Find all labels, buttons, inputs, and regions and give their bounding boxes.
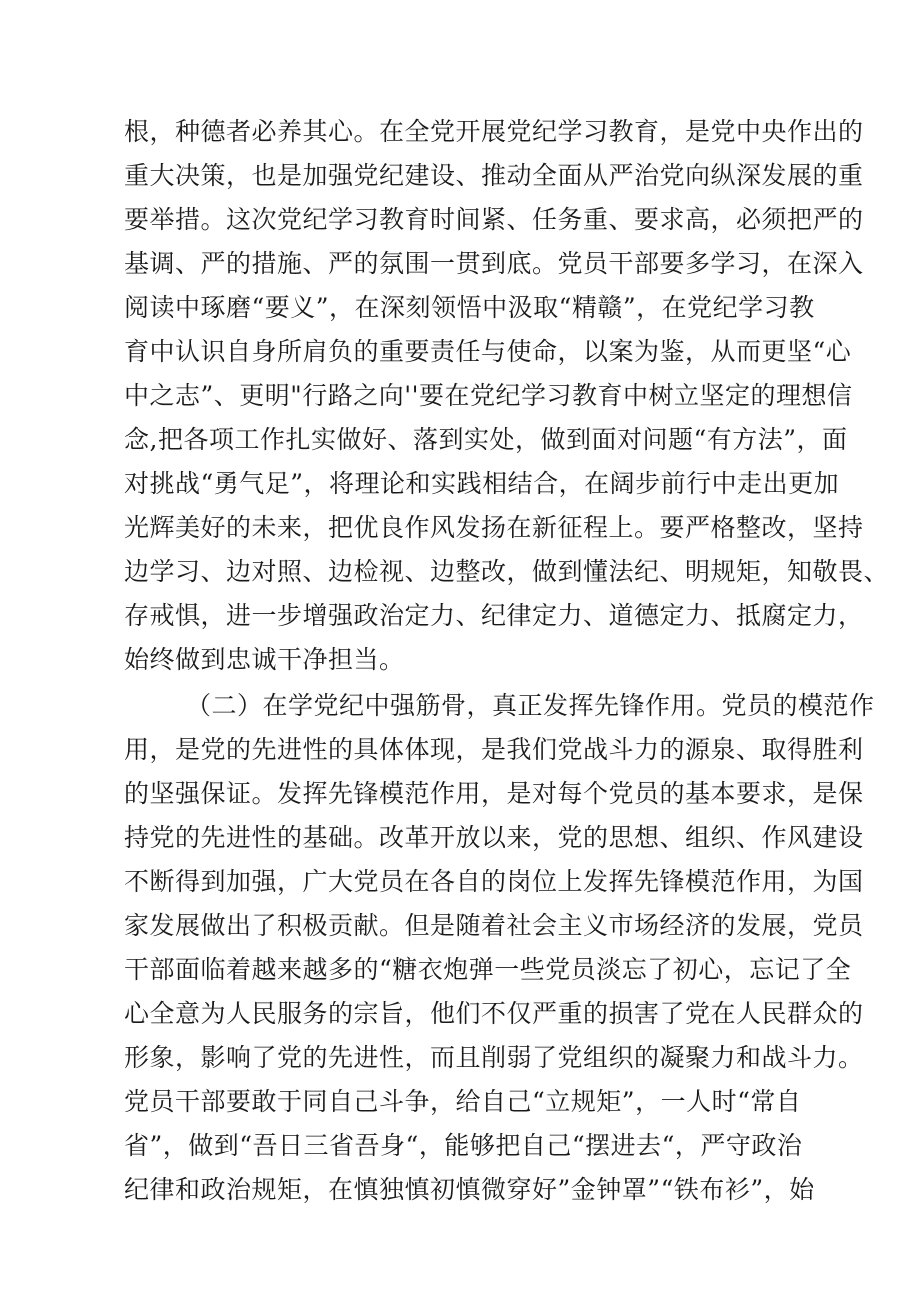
- text-line: 家发展做出了积极贡献。但是随着社会主义市场经济的发展，党员: [124, 911, 864, 940]
- text-line: 要举措。这次党纪学习教育时间紧、任务重、要求高，必须把严的: [124, 205, 864, 234]
- text-line: 始终做到忠诚干净担当。: [124, 645, 405, 674]
- section-heading-line: （二）在学党纪中强筋骨，真正发挥先锋作用。党员的模范作: [186, 691, 875, 720]
- text-line: 用，是党的先进性的具体体现，是我们党战斗力的源泉、取得胜利: [124, 735, 864, 764]
- text-line: 基调、严的措施、严的氛围一贯到底。党员干部要多学习，在深入: [124, 249, 864, 278]
- text-line: 边学习、边对照、边检视、边整改，做到懂法纪、明规矩，知敬畏、: [124, 557, 890, 586]
- text-line: 省”，做到“吾日三省吾身“，能够把自己“摆进去“，严守政治: [124, 1131, 803, 1160]
- text-line: 不断得到加强，广大党员在各自的岗位上发挥先锋模范作用，为国: [124, 867, 864, 896]
- text-line: 根，种德者必养其心。在全党开展党纪学习教育，是党中央作出的: [124, 117, 864, 146]
- text-line: 存戒惧，进一步增强政治定力、纪律定力、道德定力、抵腐定力，: [124, 601, 864, 630]
- text-line: 念,把各项工作扎实做好、落到实处，做到面对问题“有方法”，面: [124, 425, 848, 454]
- text-line: 党员干部要敢于同自己斗争，给自己“立规矩”，一人时“常自: [124, 1087, 802, 1116]
- text-line: 中之志”、更明"行路之向''要在党纪学习教育中树立坚定的理想信: [124, 381, 853, 410]
- text-line: 形象，影响了党的先进性，而且削弱了党组织的凝聚力和战斗力。: [124, 1043, 864, 1072]
- text-line: 纪律和政治规矩，在慎独慎初慎微穿好”金钟罩”“铁布衫”，始: [124, 1175, 815, 1204]
- text-line: 光辉美好的未来，把优良作风发扬在新征程上。要严格整改，坚持: [124, 513, 864, 542]
- text-line: 对挑战“勇气足”，将理论和实践相结合，在阔步前行中走出更加: [124, 469, 840, 498]
- text-line: 心全意为人民服务的宗旨，他们不仅严重的损害了党在人民群众的: [124, 999, 864, 1028]
- text-line: 的坚强保证。发挥先锋模范作用，是对每个党员的基本要求，是保: [124, 779, 864, 808]
- text-line: 阅读中琢磨“要义”，在深刻领悟中汲取“精赣”，在党纪学习教: [124, 293, 815, 322]
- text-line: 育中认识自身所肩负的重要责任与使命，以案为鉴，从而更坚“心: [124, 337, 852, 366]
- text-line: 干部面临着越来越多的“糖衣炮弹一些党员淡忘了初心，忘记了全: [124, 955, 852, 984]
- text-line: 持党的先进性的基础。改革开放以来，党的思想、组织、作风建设: [124, 823, 864, 852]
- text-line: 重大决策，也是加强党纪建设、推动全面从严治党向纵深发展的重: [124, 161, 864, 190]
